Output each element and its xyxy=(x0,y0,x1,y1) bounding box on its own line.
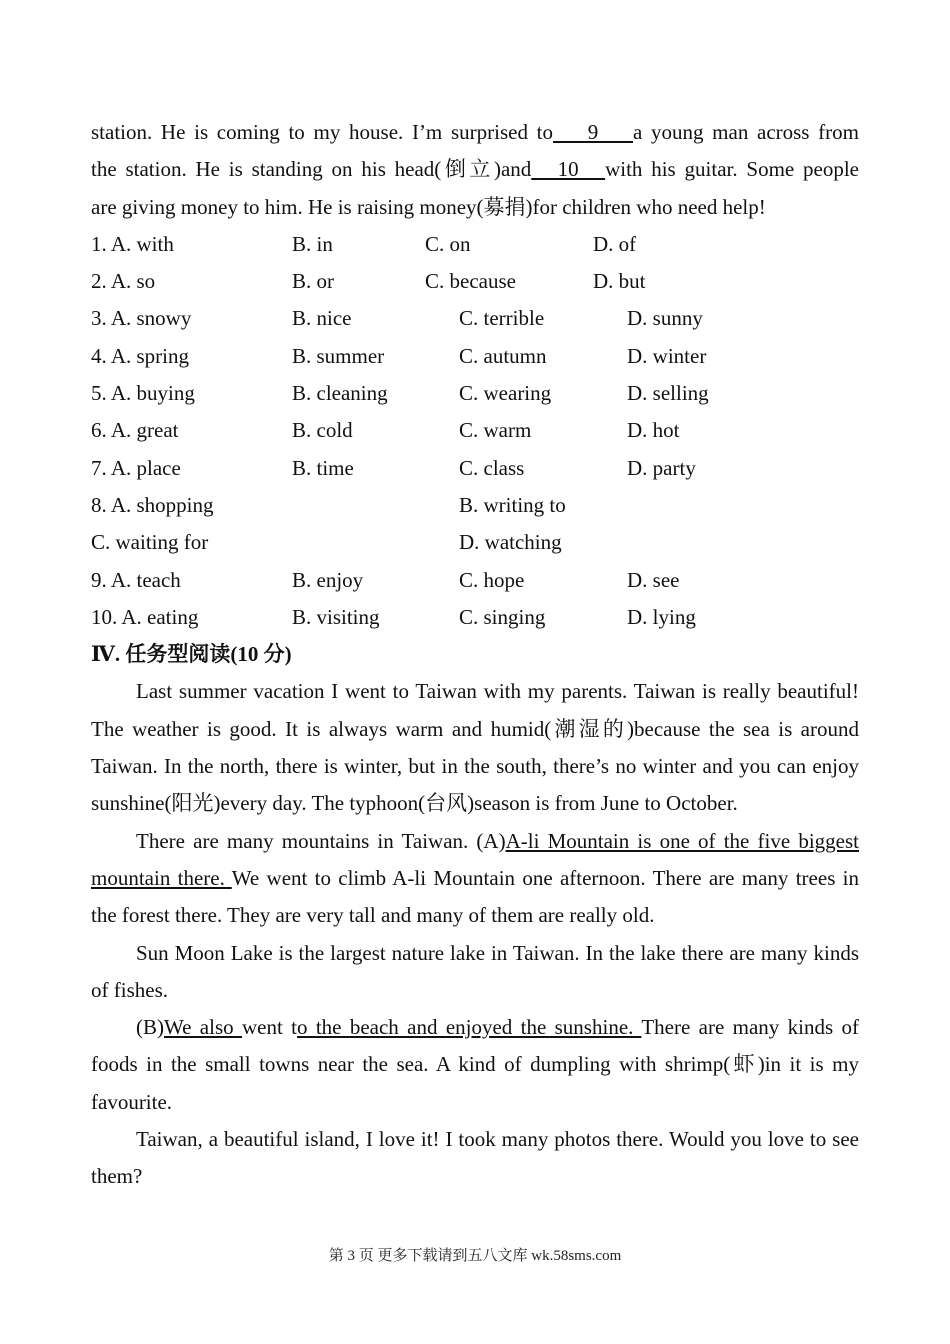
option-row: 2. A. so B. or C. because D. but xyxy=(91,269,646,294)
blank-9: 9 xyxy=(552,120,633,144)
reading-paragraph-3: Sun Moon Lake is the largest nature lake in Taiwan. In the lake there are many kinds of fishes. xyxy=(91,940,859,1002)
option-row: 8. A. shopping B. writing to xyxy=(91,492,566,517)
passage-line-2: the station. He is standing on his head(倒立)and 10 with his guitar. Some people xyxy=(91,157,859,182)
option-row: 4. A. spring B. summer C. autumn D. winter xyxy=(91,343,707,368)
option-row: 10. A. eating B. visiting C. singing D. lying xyxy=(91,604,696,629)
underlined-sentence-a: A-li Mountain is one of the five biggest mountain there. xyxy=(91,828,860,890)
passage-line-3: are giving money to him. He is raising money(募捐)for children who need help! xyxy=(91,194,766,219)
section-heading: Ⅳ. 任务型阅读(10 分) xyxy=(91,642,292,667)
option-row: 6. A. great B. cold C. warm D. hot xyxy=(91,418,680,443)
option-row: 7. A. place B. time C. class D. party xyxy=(91,455,696,480)
option-row: 9. A. teach B. enjoy C. hope D. see xyxy=(91,567,680,592)
underlined-sentence-b-part2: o the beach and enjoyed the sunshine. xyxy=(297,1015,642,1040)
underlined-sentence-b-part1: We also xyxy=(164,1015,242,1040)
reading-paragraph-1: Last summer vacation I went to Taiwan with my parents. Taiwan is really beautiful! The weather is good. It is always warm and humid(潮湿的)because the sea is around Taiwan. In the north, there is winter, but in the south, there’s no winter and you can enjoy sunshine(阳光)every day. The typhoon(台风)season is from June to October. xyxy=(91,679,859,816)
reading-paragraph-4: (B)We also went to the beach and enjoyed the sunshine. There are many kinds of foods in the small towns near the sea. A kind of dumpling with shrimp(虾)in it is my favourite. xyxy=(91,1015,859,1114)
option-row: 1. A. with B. in C. on D. of xyxy=(91,231,637,256)
document-page xyxy=(91,114,859,1196)
page-footer: 第 3 页 更多下载请到五八文库 wk.58sms.com xyxy=(328,1248,622,1264)
option-row: 5. A. buying B. cleaning C. wearing D. selling xyxy=(91,381,709,406)
option-row: 3. A. snowy B. nice C. terrible D. sunny xyxy=(91,306,703,331)
blank-10: 10 xyxy=(531,157,606,182)
passage-line-1: station. He is coming to my house. I’m surprised to 9 a young man across from xyxy=(91,120,859,144)
reading-paragraph-5: Taiwan, a beautiful island, I love it! I took many photos there. Would you love to see them? xyxy=(91,1127,859,1189)
reading-paragraph-2: There are many mountains in Taiwan. (A)A-li Mountain is one of the five biggest mountain there. We went to climb A-li Mountain one afternoon. There are many trees in the forest there. They are very tall and many of them are really old. xyxy=(91,828,860,928)
option-row: C. waiting for D. watching xyxy=(91,530,562,555)
